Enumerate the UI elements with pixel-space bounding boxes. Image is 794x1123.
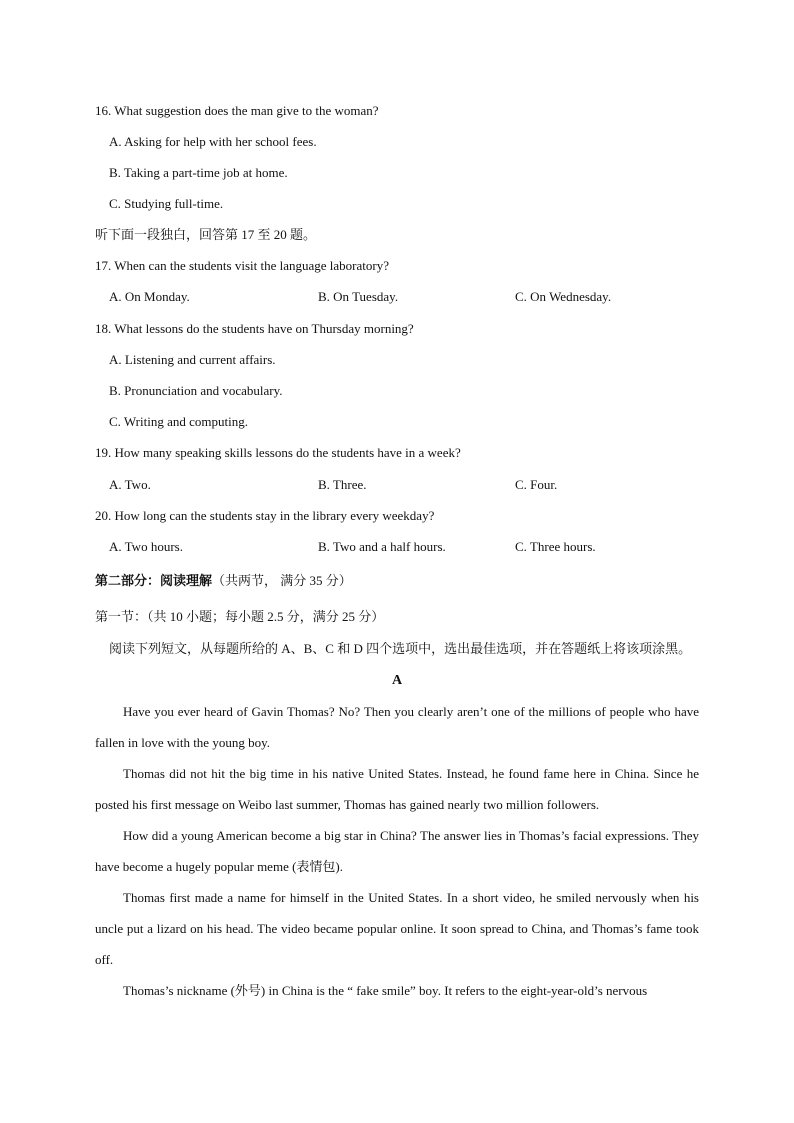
section1-heading: 第一节：（共 10 小题；每小题 2.5 分，满分 25 分） [95, 609, 385, 624]
passage [95, 696, 699, 1006]
part2-heading-line [95, 573, 352, 589]
passage-paragraph-5: Thomas’s nickname (外号) in China is the “ fake smile” boy. It refers to the eight-year-old’s nervous [123, 983, 648, 998]
q17-option-a: A. On Monday. [109, 289, 190, 304]
passage-paragraph-2: Thomas did not hit the big time in his native United States. Instead, he found fame here in China. Since he posted his first message on Weibo last summer, Thomas has gained nearly two million followers. [95, 766, 699, 812]
q16-option-a: A. Asking for help with her school fees. [109, 134, 317, 149]
part2-note: （共两节， 满分 35 分） [212, 573, 352, 588]
passage-paragraph-3: How did a young American become a big star in China? The answer lies in Thomas’s facial expressions. They have become a hugely popular meme (表情包). [95, 828, 699, 874]
q18-option-c: C. Writing and computing. [109, 414, 248, 429]
q19-option-c: C. Four. [515, 477, 558, 492]
monologue-instruction: 听下面一段独白，回答第 17 至 20 题。 [95, 227, 317, 242]
q19-option-a: A. Two. [109, 477, 151, 492]
q17-option-b: B. On Tuesday. [318, 289, 399, 304]
passage-label: A [391, 673, 403, 688]
q19-option-b: B. Three. [318, 477, 367, 492]
passage-paragraph-1: Have you ever heard of Gavin Thomas? No? Then you clearly aren’t one of the millions of people who have fallen in love with the young boy. [95, 704, 699, 750]
q17-option-c: C. On Wednesday. [515, 289, 612, 304]
q20-option-b: B. Two and a half hours. [318, 539, 446, 554]
question-17: 17. When can the students visit the language laboratory? [95, 258, 389, 273]
reading-instruction: 阅读下列短文，从每题所给的 A、B、C 和 D 四个选项中，选出最佳选项，并在答题纸上将该项涂黑。 [109, 641, 692, 656]
q20-option-a: A. Two hours. [109, 539, 183, 554]
q16-option-c: C. Studying full-time. [109, 196, 224, 211]
passage-paragraph-4: Thomas first made a name for himself in the United States. In a short video, he smiled nervously when his uncle put a lizard on his head. The video became popular online. It soon spread to China, and Thomas’s fame took off. [95, 890, 699, 967]
q16-option-b: B. Taking a part-time job at home. [109, 165, 288, 180]
question-16: 16. What suggestion does the man give to the woman? [95, 103, 379, 118]
question-20: 20. How long can the students stay in the library every weekday? [95, 508, 435, 523]
part2-heading: 第二部分：阅读理解 [95, 573, 213, 588]
q18-option-b: B. Pronunciation and vocabulary. [109, 383, 283, 398]
question-18: 18. What lessons do the students have on Thursday morning? [95, 321, 414, 336]
q20-option-c: C. Three hours. [515, 539, 596, 554]
q18-option-a: A. Listening and current affairs. [109, 352, 276, 367]
question-19: 19. How many speaking skills lessons do the students have in a week? [95, 445, 461, 460]
